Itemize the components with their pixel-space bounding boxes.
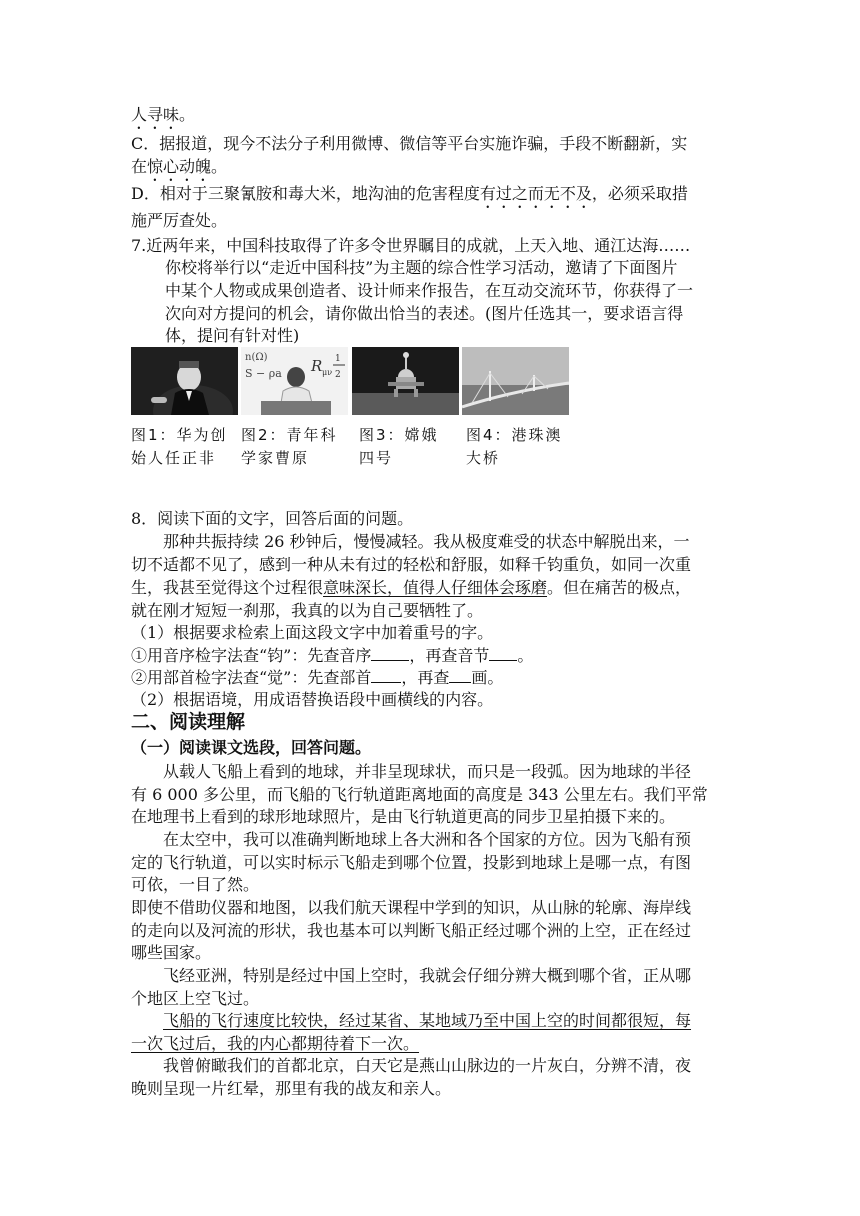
- underlined-passage-line: 飞船的飞行速度比较快，经过某省、某地域乃至中国上空的时间都很短，每: [163, 1011, 692, 1030]
- q6-text-line: 人寻味。: [131, 105, 196, 124]
- underlined-phrase: 意味深长，值得人仔细体会琢磨: [323, 578, 548, 597]
- passage-line: 那种共振持续 26 秒钟后，慢慢减轻。我从极度难受的状态中解脱出来，一: [163, 532, 690, 551]
- answer-blank[interactable]: [449, 668, 471, 683]
- answer-blank[interactable]: [371, 668, 401, 683]
- answer-blank[interactable]: [371, 646, 409, 661]
- emphasized-idiom: 有过之而无不及: [479, 184, 592, 203]
- svg-text:1: 1: [335, 354, 341, 364]
- q8-subquestion-item: ①用音序检字法查“钧”：先查音序 ，再查音节 。: [131, 646, 534, 665]
- answer-blank[interactable]: [489, 646, 517, 661]
- underlined-passage-line: 一次飞过后，我的内心都期待着下一次。: [131, 1034, 420, 1053]
- passage-line: 就在刚才短短一刹那，我真的以为自己要牺牲了。: [131, 601, 484, 620]
- passage-line: 飞经亚洲，特别是经过中国上空时，我就会仔细分辨大概到哪个省，正从哪: [163, 966, 692, 985]
- passage-line: 在太空中，我可以准确判断地球上各大洲和各个国家的方位。因为飞船有预: [163, 830, 692, 849]
- q8-subquestion: （2）根据语境，用成语替换语段中画横线的内容。: [131, 690, 494, 709]
- q6-option-c: C．据报道，现今不法分子利用微博、微信等平台实施诈骗，手段不断翻新，实: [131, 134, 688, 153]
- passage-line: 我曾俯瞰我们的首都北京，白天它是燕山山脉边的一片灰白，分辨不清，夜: [163, 1056, 692, 1075]
- q7-stem-line: 体，提问有针对性): [165, 326, 300, 345]
- subsection-heading: （一）阅读课文选段，回答问题。: [131, 738, 372, 757]
- svg-text:n(Ω): n(Ω): [245, 352, 268, 363]
- q7-stem-line: 次向对方提问的机会，请你做出恰当的表述。(图片任选其一，要求语言得: [165, 304, 684, 323]
- passage-line: 切不适都不见了，感到一种从未有过的轻松和舒服，如释千钧重负，如同一次重: [131, 555, 692, 574]
- q7-stem-line: 中某个人物或成果创造者、设计师来作报告，在互动交流环节，你获得了一: [165, 281, 694, 300]
- svg-text:2: 2: [335, 370, 341, 380]
- passage-line: 个地区上空飞过。: [131, 989, 260, 1008]
- svg-text:S − ρa: S − ρa: [245, 367, 282, 380]
- passage-line: 可依，一目了然。: [131, 875, 260, 894]
- q8-subquestion-item: ②用部首检字法查“觉”：先查部首 ，再查 画。: [131, 668, 504, 687]
- passage-line: 生，我甚至觉得这个过程很意味深长，值得人仔细体会琢磨。但在痛苦的极点，: [131, 578, 692, 597]
- passage-line: 晚则呈现一片红晕，那里有我的战友和亲人。: [131, 1079, 452, 1098]
- photo-hzmb-bridge: [462, 347, 569, 415]
- image-caption: 图3：嫦娥四号: [359, 426, 439, 467]
- photo-huawei-founder: [131, 347, 238, 415]
- passage-line: 在地理书上看到的球形地球照片，是由飞行轨道更高的同步卫星拍摄下来的。: [131, 807, 676, 826]
- q6-option-c-cont: 在惊心动魄。: [131, 157, 228, 176]
- svg-text:μν: μν: [322, 368, 333, 377]
- section-heading: 二、阅读理解: [131, 711, 246, 733]
- image-caption: 图2：青年科学家曹原: [241, 426, 338, 467]
- q6-option-d-cont: 施严厉查处。: [131, 211, 228, 230]
- q8-subquestion: （1）根据要求检索上面这段文字中加着重号的字。: [131, 623, 494, 642]
- q7-stem-line: 你校将举行以“走近中国科技”为主题的综合性学习活动，邀请了下面图片: [165, 258, 678, 277]
- q8-title: 8．阅读下面的文字，回答后面的问题。: [131, 509, 414, 528]
- passage-line: 从载人飞船上看到的地球，并非呈现球状，而只是一段弧。因为地球的半径: [163, 762, 692, 781]
- emphasized-idiom: 惊心动魄: [147, 157, 212, 176]
- passage-line: 定的飞行轨道，可以实时标示飞船走到哪个位置，投影到地球上是哪一点，有图: [131, 853, 692, 872]
- passage-line: 即使不借助仪器和地图，以我们航天课程中学到的知识，从山脉的轮廓、海岸线: [131, 898, 692, 917]
- q6-option-d: D．相对于三聚氰胺和毒大米，地沟油的危害程度有过之而无不及，必须采取措: [131, 184, 688, 203]
- svg-text:R: R: [311, 357, 323, 375]
- photo-young-scientist: [241, 347, 348, 415]
- image-caption: 图4：港珠澳大桥: [466, 426, 563, 467]
- image-caption: 图1：华为创始人任正非: [131, 426, 228, 467]
- photo-change4-lander: [352, 347, 459, 415]
- passage-line: 有 6 000 多公里，而飞船的飞行轨道距离地面的高度是 343 公里左右。我们平常: [131, 785, 708, 804]
- passage-line: 的走向以及河流的形状，我也基本可以判断飞船正经过哪个洲的上空，正在经过: [131, 921, 692, 940]
- q7-stem: 7.近两年来，中国科技取得了许多令世界瞩目的成就，上天入地、通江达海……: [131, 236, 691, 255]
- passage-line: 哪些国家。: [131, 943, 212, 962]
